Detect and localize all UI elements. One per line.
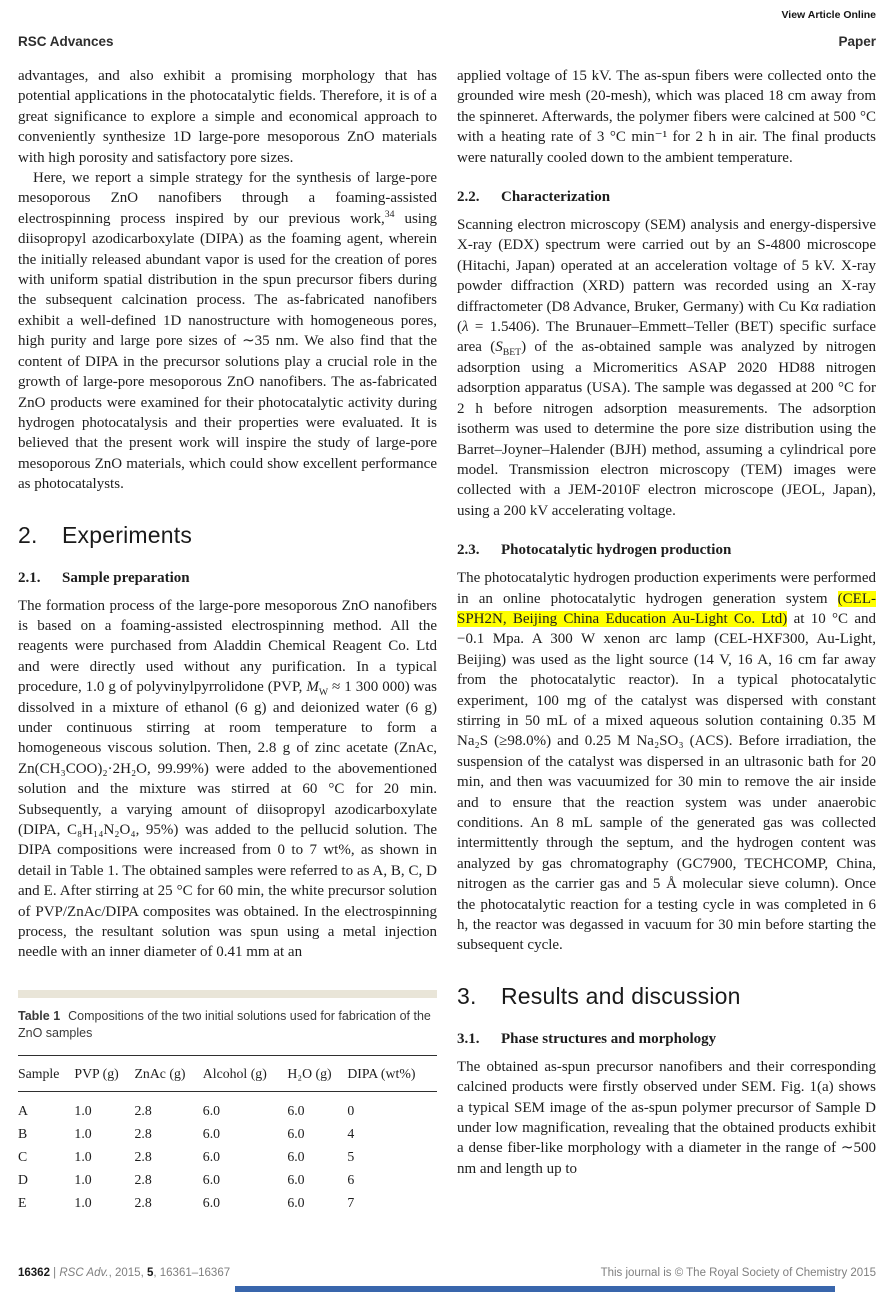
text-segment: The formation process of the large-pore mesoporous ZnO nanofibers is based on a foaming-assisted electrospinning method. All the reagents were purchased from Aladdin Chemical Reagent Co. Ltd and were directly used without any purification. In a typical procedure, 1.0 g of polyvinylpyrrolidone (PVP, xyxy=(18,597,437,696)
section-heading-results xyxy=(457,983,876,1010)
paragraph xyxy=(457,66,876,168)
column-header: H₂O (g) xyxy=(287,1055,347,1091)
column-header: DIPA (wt%) xyxy=(347,1055,437,1091)
text-segment: ≈ 1 300 000) was dissolved in a mixture of ethanol (6 g) and deionized water (6 g) under continuous stirring at room temperature to form a homogeneous viscous solution. Then, 2.8 g of zinc acetate (ZnAc, Zn(CH₃COO)₂·2H₂O, 99.99%) were added to the abovementioned solution and the mixture was stirred at 60 °C for 20 min. Subsequently, a varying amount of diisopropyl azodicarboxylate (DIPA, C₈H₁₄N₂O₄, 95%) was added to the pellucid solution. The DIPA compositions were increased from 0 to 7 wt%, as shown in detail in Table 1. The obtained samples were referred to as A, B, C, D and E. After stirring at 25 °C for 60 min, the white precursor solution of PVP/ZnAc/DIPA composites was obtained. In the electrospinning process, the resultant solution was spun using a metal injection needle with an inner diameter of 0.41 mm at an xyxy=(18,679,437,961)
paragraph xyxy=(457,215,876,521)
text-segment: λ xyxy=(462,319,469,336)
left-column xyxy=(18,66,437,1214)
table-cell: 2.8 xyxy=(134,1171,152,1187)
text-segment: RSC Adv. xyxy=(59,1267,109,1279)
text-segment: Here, we report a simple strategy for the synthesis of large-pore mesoporous ZnO nanofibers through a foaming-assisted electrospinning process inspired by our previous work, xyxy=(18,170,437,227)
text-segment: , 16361–16367 xyxy=(153,1267,231,1279)
table-cell: B xyxy=(18,1125,28,1141)
table-cell: 6.0 xyxy=(287,1148,305,1164)
text-segment: ) of the as-obtained sample was analyzed by nitrogen adsorption using a Micromeritics ASAP 2020 HD88 nitrogen adsorption apparatus (USA). The sample was degassed at 200 °C for 2 h before nitrogen adsorption measurements. The adsorption isotherm was used to determine the pore size distribution using the Barret–Joyner–Halender (BJH) method, assuming a cylindrical pore model. Transmission electron microscopy (TEM) images were collected with a JEM-2010F electron microscope (JEOL, Japan), using a 200 kV accelerating voltage. xyxy=(457,339,877,519)
table-cell: 6 xyxy=(347,1171,355,1187)
table-cell: 6.0 xyxy=(287,1171,305,1187)
subsection-heading-sample-preparation xyxy=(18,570,437,587)
paragraph xyxy=(18,596,437,963)
table-cell: 0 xyxy=(347,1102,355,1118)
subsection-heading-phase-structures xyxy=(457,1031,876,1048)
table-cell: 2.8 xyxy=(134,1102,152,1118)
article-type-label: Paper xyxy=(838,34,876,49)
column-header: ZnAc (g) xyxy=(135,1055,203,1091)
table-cell: 5 xyxy=(347,1148,355,1164)
table-row xyxy=(18,1145,437,1168)
column-header: PVP (g) xyxy=(74,1055,134,1091)
text-segment: 5 xyxy=(146,1267,154,1279)
table-cell: 1.0 xyxy=(74,1125,92,1141)
table-row xyxy=(18,1091,437,1122)
column-header: Sample xyxy=(18,1055,74,1091)
subsection-title: Characterization xyxy=(501,189,611,206)
table-cell: 6.0 xyxy=(287,1102,305,1118)
table-cell: 6.0 xyxy=(202,1148,221,1164)
table-cell: E xyxy=(18,1194,27,1210)
paragraph xyxy=(457,1057,876,1179)
table-row xyxy=(18,1168,437,1191)
table-cell: 4 xyxy=(347,1125,355,1141)
text-segment: Scanning electron microscopy (SEM) analysis and energy-dispersive X-ray (EDX) spectrum were carried out by an S-4800 microscope (Hitachi, Japan) operated at an acceleration voltage of 5 kV. X-ray powder diffraction (XRD) pattern was recorded using an X-ray diffractometer (D8 Advance, Bruker, Germany) with Cu Kα radiation ( xyxy=(457,217,876,336)
table-cell: C xyxy=(18,1148,28,1164)
column-header: Alcohol (g) xyxy=(203,1055,288,1091)
footer-copyright: This journal is © The Royal Society of Chemistry 2015 xyxy=(600,1267,876,1279)
section-number: 2. xyxy=(18,521,38,548)
table-cell: 1.0 xyxy=(74,1148,92,1164)
table-cell: 2.8 xyxy=(134,1125,152,1141)
table-cell: D xyxy=(18,1171,28,1187)
text-segment: M xyxy=(306,679,319,696)
text-segment: 34 xyxy=(384,208,395,220)
view-article-online-link[interactable]: View Article Online xyxy=(781,9,876,21)
text-segment: using diisopropyl azodicarboxylate (DIPA) as the foaming agent, wherein the initially released abundant vapor is used for the creation of pores with uniform spatial distribution in the spun precursor fibers during the subsequent calcination process. The as-fabricated nanofibers exhibit a well-defined 1D nanostructure with homogeneous pores, high purity and large pore sizes of ∼35 nm. We also find that the content of DIPA in the precursor solutions play a crucial role in the growth of large-pore mesoporous ZnO nanofibers. The as-fabricated ZnO products were examined for their photocatalytic activity during hydrogen photocatalysis and their properties were evaluated. It is believed that the present work will inspire the study of large-pore mesoporous ZnO materials, which could show excellent performance as photocatalysts. xyxy=(18,210,437,493)
table-cell: 6.0 xyxy=(202,1102,221,1118)
table-caption-label: Table 1 xyxy=(18,1008,61,1023)
journal-name: RSC Advances xyxy=(18,34,114,49)
subsection-number: 2.1. xyxy=(18,569,41,586)
view-article-online-row xyxy=(18,0,876,21)
footer-citation xyxy=(18,1267,230,1279)
section-heading-experiments xyxy=(18,522,437,549)
paragraph xyxy=(457,568,876,956)
text-segment: (CEL-SPH2N, Beijing China Education Au-Light Co. Ltd) xyxy=(457,590,876,627)
table-caption-text: Compositions of the two initial solutions used for fabrication of the ZnO samples xyxy=(18,1008,431,1040)
text-segment: W xyxy=(318,687,329,699)
section-title: Experiments xyxy=(62,521,193,548)
text-segment: applied voltage of 15 kV. The as-spun fibers were collected onto the grounded wire mesh (20-mesh), which was placed 18 cm away from the spinneret. Afterwards, the polymer fibers were calcined at 500 °C with a heating rate of 3 °C min⁻¹ for 2 h in air. The final products were naturally cooled down to the ambient temperature. xyxy=(457,68,876,166)
text-segment: advantages, and also exhibit a promising morphology that has potential applications in the photocatalytic fields. Therefore, it is of a great significance to explore a simple and economical approach to conveniently synthesize 1D large-pore mesoporous ZnO materials with high porosity and satisfactory pore sizes. xyxy=(18,68,437,166)
running-head xyxy=(18,34,876,49)
subsection-heading-characterization xyxy=(457,189,876,206)
text-segment: | xyxy=(49,1267,60,1279)
paragraph xyxy=(18,66,437,168)
table-cell: 6.0 xyxy=(287,1194,305,1210)
text-segment: The obtained as-spun precursor nanofibers and their corresponding calcined products were firstly observed under SEM. Fig. 1(a) shows a typical SEM image of the as-spun polymer precursor of Sample D under low magnification, revealing that the obtained products exhibit a dense fiber-like morphology with a diameter in the range of ∼500 nm and length up to xyxy=(457,1058,876,1177)
table-cell: 1.0 xyxy=(74,1171,92,1187)
subsection-number: 2.2. xyxy=(457,189,480,206)
table-cell: 2.8 xyxy=(134,1194,152,1210)
text-segment: at 10 °C and −0.1 Mpa. A 300 W xenon arc lamp (CEL-HXF300, Au-Light, Beijing) was used as the light source (14 V, 16 A, 16 cm far away from the photocatalytic reactor). In a typical photocatalytic experiment, 100 mg of the catalyst was dispersed with constant stirring in 50 mL of a mixed aqueous solution containing 0.35 M Na₂S (≥98.0%) and 0.25 M Na₂SO₃ (ACS). Before irradiation, the suspension of the catalyst was dispersed in an ultrasonic bath for 20 min, and then was vacuumized for 30 min to remove the air inside and to ensure that the reaction system was under anaerobic conditions. An 8 mL sample of the generated gas was collected intermittently through the septum, and the hydrogen content was analyzed by gas chromatography (GC7900, TECHCOMP, China, nitrogen as the carrier gas and 5 Å molecular sieve column). Once the photocatalytic reaction for a testing cycle in was completed in 6 h, the reactor was degassed in vacuum for 30 min before starting the subsequent cycle. xyxy=(457,610,876,954)
text-segment: , 2015, xyxy=(108,1267,147,1279)
section-number: 3. xyxy=(457,982,477,1009)
table-cell: A xyxy=(18,1102,28,1118)
subsection-number: 3.1. xyxy=(457,1030,480,1047)
table-cell: 2.8 xyxy=(134,1148,152,1164)
bottom-progress-bar xyxy=(235,1286,835,1292)
subsection-number: 2.3. xyxy=(457,542,480,559)
subsection-title: Sample preparation xyxy=(62,569,190,586)
page-footer xyxy=(18,1267,876,1279)
subsection-title: Photocatalytic hydrogen production xyxy=(501,542,732,559)
table-cell: 6.0 xyxy=(202,1194,221,1210)
table-caption xyxy=(18,1008,437,1042)
text-segment: The photocatalytic hydrogen production experiments were performed in an online photocatalytic hydrogen generation system xyxy=(457,570,876,607)
paragraph xyxy=(18,168,437,495)
subsection-heading-photocatalytic xyxy=(457,542,876,559)
table-1 xyxy=(18,1055,437,1215)
table-top-bar xyxy=(18,990,437,998)
section-title: Results and discussion xyxy=(501,982,741,1009)
right-column xyxy=(457,66,876,1214)
table-cell: 1.0 xyxy=(74,1194,92,1210)
table-row xyxy=(18,1191,437,1214)
table-cell: 1.0 xyxy=(74,1102,92,1118)
text-segment: = 1.5406). The Brunauer–Emmett–Teller (BET) specific surface area ( xyxy=(457,319,876,356)
text-segment: BET xyxy=(502,347,522,359)
table-cell: 6.0 xyxy=(202,1125,221,1141)
text-segment: S xyxy=(495,339,503,356)
table-cell: 6.0 xyxy=(202,1171,221,1187)
table-cell: 7 xyxy=(347,1194,355,1210)
table-cell: 6.0 xyxy=(287,1125,305,1141)
text-segment: 16362 xyxy=(18,1267,50,1279)
table-row xyxy=(18,1122,437,1145)
table-1-block xyxy=(18,990,437,1215)
subsection-title: Phase structures and morphology xyxy=(501,1030,717,1047)
two-column-body xyxy=(18,66,876,1214)
